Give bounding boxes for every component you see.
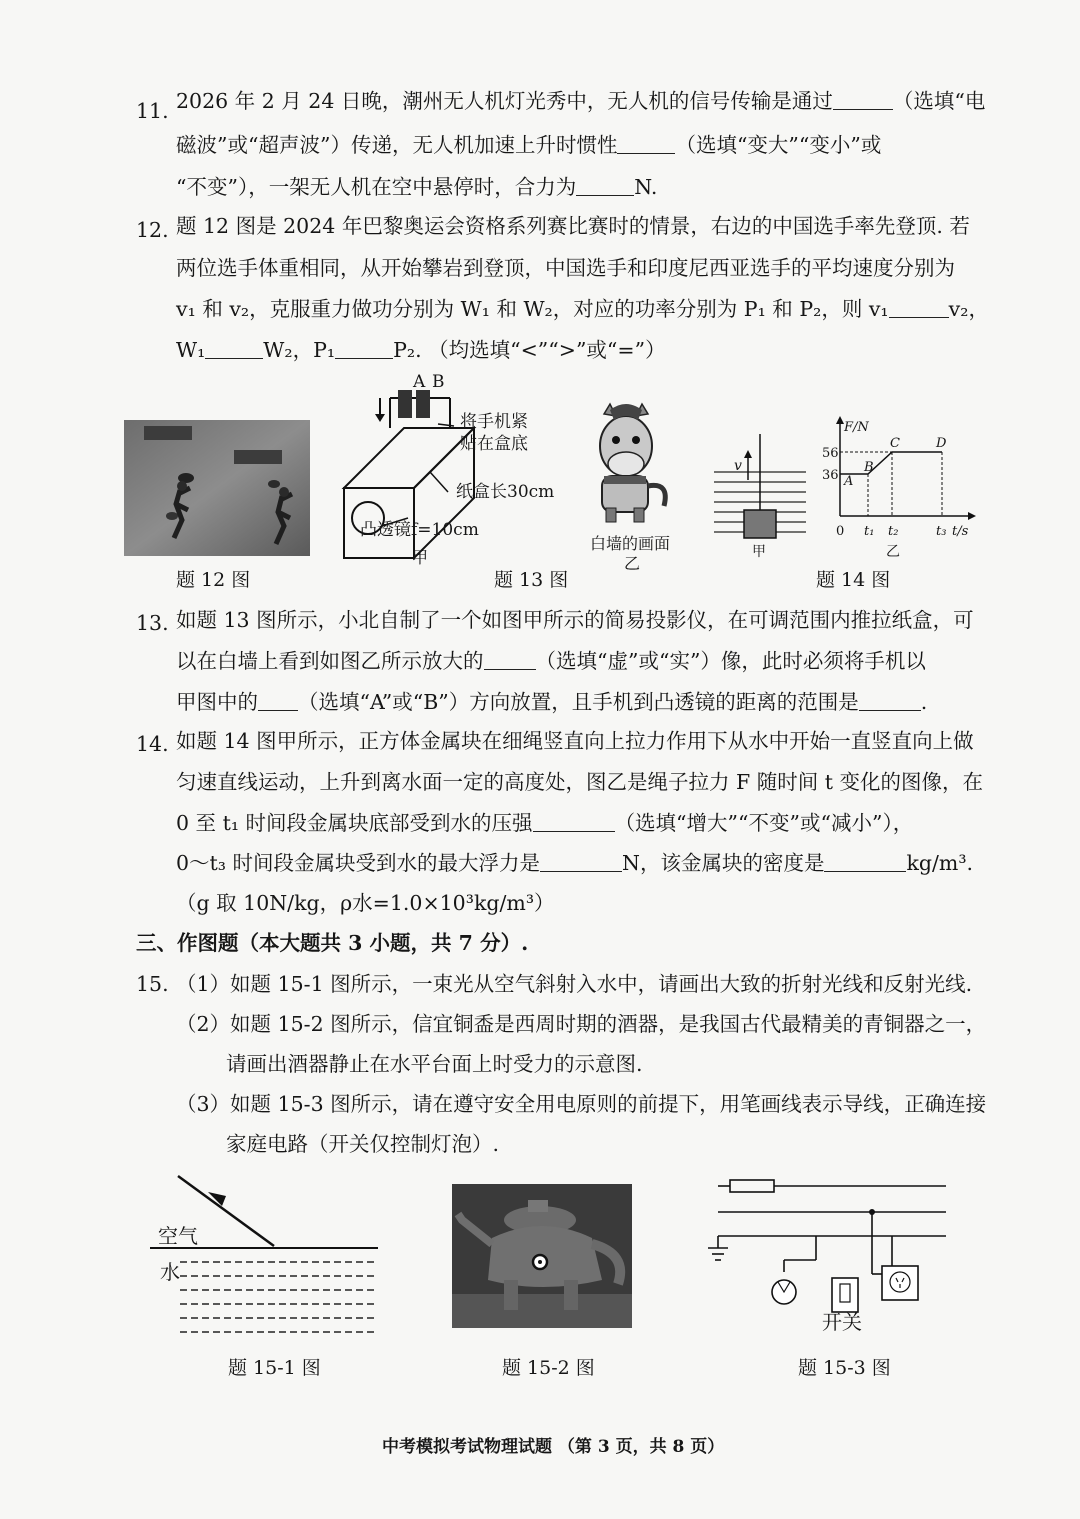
q12-number: 12. bbox=[136, 218, 169, 242]
water-tank-diagram bbox=[710, 430, 810, 542]
q11-text: （选填“变大”“变小”或 bbox=[675, 133, 882, 157]
q14-text: kg/m³. bbox=[906, 851, 974, 875]
bronze-vessel-photo bbox=[452, 1184, 632, 1328]
fig14-tick-56: 56 bbox=[822, 446, 839, 461]
q12-line4 bbox=[176, 337, 666, 363]
q13-text: （选填“A”或“B”）方向放置，且手机到凸透镜的距离的范围是 bbox=[298, 690, 859, 714]
fig153-switch-label: 开关 bbox=[822, 1310, 862, 1334]
fig14-jia: 甲 bbox=[752, 544, 766, 560]
q14-blank3[interactable] bbox=[824, 851, 906, 872]
q15-part2b: 请画出酒器静止在水平台面上时受力的示意图. bbox=[226, 1052, 643, 1076]
q13-line2 bbox=[176, 648, 926, 674]
q13-blank3[interactable] bbox=[859, 690, 921, 711]
fig14-yi: 乙 bbox=[886, 544, 900, 560]
fig13-jia: 甲 bbox=[412, 548, 429, 567]
q15-number: 15. bbox=[136, 972, 169, 996]
fig14-tick-36: 36 bbox=[822, 468, 839, 483]
q14-blank1[interactable] bbox=[533, 811, 615, 832]
fig14-x-axis-label: t/s bbox=[952, 524, 969, 539]
fig14-tick-t3: t₃ bbox=[936, 524, 947, 539]
fig13-lens-label: 凸透镜f=10cm bbox=[360, 520, 479, 540]
q11-blank1[interactable] bbox=[833, 89, 893, 110]
fig13-note1: 将手机紧 bbox=[460, 412, 528, 432]
q13-blank2[interactable] bbox=[258, 690, 298, 711]
q13-text: 甲图中的 bbox=[176, 690, 258, 714]
fig12-caption: 题 12 图 bbox=[176, 569, 251, 591]
q11-line1 bbox=[176, 88, 985, 114]
q13-text: . bbox=[920, 690, 928, 714]
q14-line1: 如题 14 图甲所示，正方体金属块在细绳竖直向上拉力作用下从水中开始一直竖直向上做 bbox=[176, 729, 974, 753]
fig13-wall-label: 白墙的画面 bbox=[590, 534, 671, 553]
fig13-label-b: B bbox=[432, 372, 445, 392]
q14-text: 0～t₃ 时间段金属块受到水的最大浮力是 bbox=[176, 851, 541, 875]
fig14-tick-t1: t₁ bbox=[864, 524, 875, 539]
pony-image bbox=[580, 402, 680, 526]
q12-text: W₂，P₁ bbox=[263, 338, 336, 362]
fig151-water-label: 水 bbox=[160, 1260, 180, 1284]
q15-part3a: （3）如题 15-3 图所示，请在遵守安全用电原则的前提下，用笔画线表示导线，正确连接 bbox=[176, 1092, 987, 1116]
fig153-caption: 题 15-3 图 bbox=[798, 1357, 891, 1379]
q12-line1: 题 12 图是 2024 年巴黎奥运会资格系列赛比赛时的情景，右边的中国选手率先登顶. 若 bbox=[176, 214, 970, 238]
q11-text: 2026 年 2 月 24 日晚，潮州无人机灯光秀中，无人机的信号传输是通过 bbox=[176, 89, 833, 113]
fig13-box-length: 纸盒长30cm bbox=[456, 482, 555, 502]
climbing-photo bbox=[124, 420, 310, 556]
fig152-caption: 题 15-2 图 bbox=[502, 1357, 595, 1379]
q12-text: v₁ 和 v₂，克服重力做功分别为 W₁ 和 W₂，对应的功率分别为 P₁ 和 P₂，则 v₁ bbox=[176, 297, 889, 321]
q12-blank3[interactable] bbox=[335, 338, 393, 359]
q12-text: P₂. （均选填“<”“>”或“=”） bbox=[393, 338, 666, 362]
q13-line1: 如题 13 图所示，小北自制了一个如图甲所示的简易投影仪，在可调范围内推拉纸盒，可 bbox=[176, 608, 974, 632]
q14-text: 0 至 t₁ 时间段金属块底部受到水的压强 bbox=[176, 811, 533, 835]
fig14-point-b: B bbox=[864, 460, 874, 475]
q13-number: 13. bbox=[136, 611, 169, 635]
q13-line3 bbox=[176, 689, 927, 715]
q14-line4 bbox=[176, 850, 973, 876]
q14-blank2[interactable] bbox=[540, 851, 622, 872]
q15-part2a: （2）如题 15-2 图所示，信宜铜盉是西周时期的酒器，是我国古代最精美的青铜器之一， bbox=[176, 1012, 987, 1036]
fig14-point-a: A bbox=[844, 474, 854, 489]
q12-line3 bbox=[176, 296, 989, 322]
q12-blank1[interactable] bbox=[889, 297, 949, 318]
q13-text: （选填“虚”或“实”）像，此时必须将手机以 bbox=[535, 649, 926, 673]
q12-text: v₂， bbox=[948, 297, 989, 321]
q14-line3 bbox=[176, 810, 913, 836]
q11-text: （选填“电 bbox=[892, 89, 986, 113]
fig14-y-axis-label: F/N bbox=[844, 420, 869, 435]
refraction-diagram bbox=[150, 1168, 384, 1338]
fig13-note2: 贴在盒底 bbox=[460, 434, 528, 454]
q15-part3b: 家庭电路（开关仅控制灯泡）. bbox=[226, 1132, 500, 1156]
fig14-caption: 题 14 图 bbox=[816, 569, 891, 591]
fig13-yi: 乙 bbox=[624, 554, 641, 573]
q11-blank3[interactable] bbox=[576, 175, 634, 196]
fig14-v-label: v bbox=[734, 458, 742, 474]
q14-text: N，该金属块的密度是 bbox=[622, 851, 825, 875]
q15-part1: （1）如题 15-1 图所示，一束光从空气斜射入水中，请画出大致的折射光线和反射光线. bbox=[176, 972, 973, 996]
q14-text: （选填“增大”“不变”或“减小”）， bbox=[614, 811, 914, 835]
q12-blank2[interactable] bbox=[205, 338, 263, 359]
fig14-point-c: C bbox=[890, 436, 900, 451]
section-3-heading: 三、作图题（本大题共 3 小题，共 7 分）. bbox=[136, 931, 529, 955]
page-footer: 中考模拟考试物理试题 （第 3 页，共 8 页） bbox=[382, 1437, 725, 1457]
q12-text: W₁ bbox=[176, 338, 206, 362]
fig13-label-a: A bbox=[413, 372, 426, 392]
q11-blank2[interactable] bbox=[617, 133, 675, 154]
household-circuit-diagram bbox=[706, 1174, 954, 1324]
q11-line2 bbox=[176, 132, 881, 158]
q11-text: 磁波”或“超声波”）传递，无人机加速上升时惯性 bbox=[176, 133, 618, 157]
q11-text: N. bbox=[634, 175, 658, 199]
q14-line2: 匀速直线运动，上升到离水面一定的高度处，图乙是绳子拉力 F 随时间 t 变化的图像，在 bbox=[176, 770, 984, 794]
q14-number: 14. bbox=[136, 732, 169, 756]
q11-number: 11. bbox=[136, 99, 169, 123]
fig151-air-label: 空气 bbox=[158, 1224, 198, 1248]
fig151-caption: 题 15-1 图 bbox=[228, 1357, 321, 1379]
fig13-caption: 题 13 图 bbox=[494, 569, 569, 591]
q11-line3 bbox=[176, 174, 657, 200]
q13-blank1[interactable] bbox=[484, 649, 536, 670]
fig14-tick-t2: t₂ bbox=[888, 524, 899, 539]
q14-line5: （g 取 10N/kg，ρ水=1.0×10³kg/m³） bbox=[176, 891, 555, 915]
fig14-point-d: D bbox=[936, 436, 947, 451]
q11-text: “不变”），一架无人机在空中悬停时，合力为 bbox=[176, 175, 577, 199]
q12-line2: 两位选手体重相同，从开始攀岩到登顶，中国选手和印度尼西亚选手的平均速度分别为 bbox=[176, 256, 955, 280]
q13-text: 以在白墙上看到如图乙所示放大的 bbox=[176, 649, 484, 673]
fig14-origin: 0 bbox=[836, 524, 845, 539]
